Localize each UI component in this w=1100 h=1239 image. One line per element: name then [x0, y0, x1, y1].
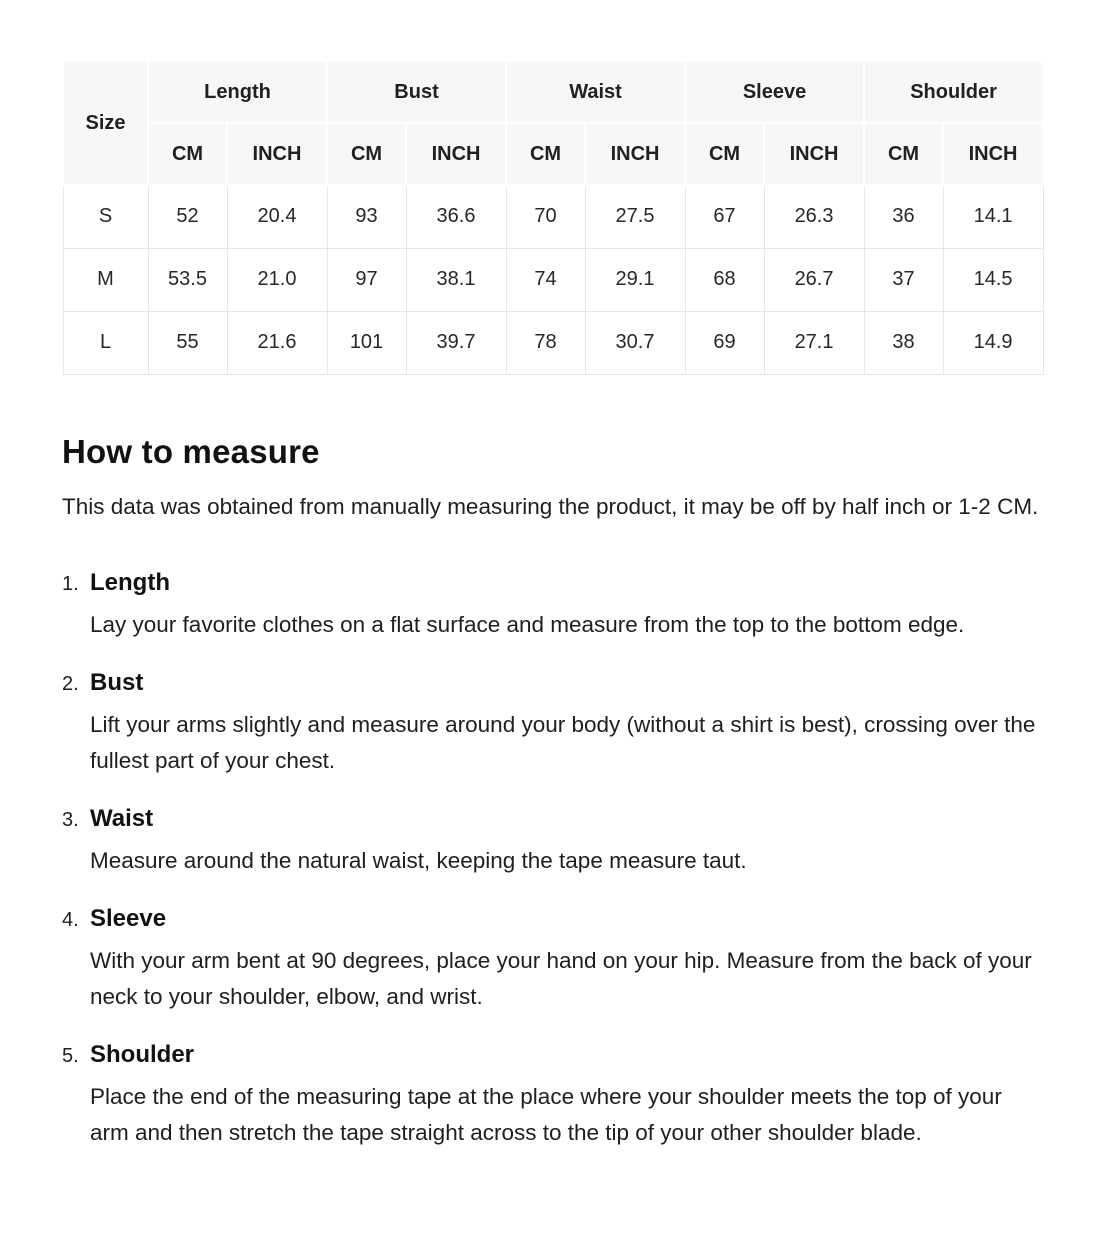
table-cell: 55 — [148, 311, 227, 374]
table-cell: 67 — [685, 185, 764, 248]
measure-step-waist — [62, 805, 1040, 879]
how-to-measure-title: How to measure — [62, 432, 320, 470]
table-cell: 101 — [327, 311, 406, 374]
step-number: 3. — [62, 808, 79, 831]
measure-step-length — [62, 569, 1040, 643]
unit-header-cm: CM — [864, 123, 943, 185]
step-description: Lift your arms slightly and measure around your body (without a shirt is best), crossing over the fullest part of your chest. — [90, 711, 1036, 773]
col-header-sleeve: Sleeve — [685, 61, 864, 123]
step-term: Length — [90, 568, 170, 596]
step-number: 5. — [62, 1044, 79, 1067]
unit-header-inch: INCH — [585, 123, 685, 185]
table-cell: 27.5 — [585, 185, 685, 248]
table-cell: 21.6 — [227, 311, 327, 374]
col-header-shoulder: Shoulder — [864, 61, 1043, 123]
table-cell: 14.9 — [943, 311, 1043, 374]
table-row-size-m — [63, 248, 1043, 311]
table-cell: 52 — [148, 185, 227, 248]
unit-header-inch: INCH — [764, 123, 864, 185]
step-header — [62, 905, 1040, 933]
table-row-size-s — [63, 185, 1043, 248]
unit-header-cm: CM — [685, 123, 764, 185]
step-description: With your arm bent at 90 degrees, place your hand on your hip. Measure from the back of your neck to your shoulder, elbow, and wrist. — [90, 947, 1032, 1009]
table-cell: 39.7 — [406, 311, 506, 374]
col-header-waist: Waist — [506, 61, 685, 123]
step-description: Place the end of the measuring tape at the place where your shoulder meets the top of your arm and then stretch the tape straight across to the tip of your other shoulder blade. — [90, 1083, 1002, 1145]
table-cell: 68 — [685, 248, 764, 311]
measure-steps-list — [62, 569, 1040, 1151]
step-header — [62, 805, 1040, 833]
step-term: Waist — [90, 804, 154, 832]
table-cell: 70 — [506, 185, 585, 248]
unit-header-cm: CM — [506, 123, 585, 185]
measure-step-shoulder — [62, 1041, 1040, 1151]
table-cell: 38.1 — [406, 248, 506, 311]
table-cell: 97 — [327, 248, 406, 311]
step-header — [62, 669, 1040, 697]
col-header-bust: Bust — [327, 61, 506, 123]
table-cell: 20.4 — [227, 185, 327, 248]
table-cell: 93 — [327, 185, 406, 248]
step-number: 1. — [62, 572, 79, 595]
step-term: Shoulder — [90, 1040, 195, 1068]
table-row-size-l — [63, 311, 1043, 374]
table-cell: 29.1 — [585, 248, 685, 311]
table-cell: 30.7 — [585, 311, 685, 374]
table-cell: 27.1 — [764, 311, 864, 374]
table-cell: 37 — [864, 248, 943, 311]
step-description: Measure around the natural waist, keeping the tape measure taut. — [90, 847, 747, 873]
table-cell: 26.7 — [764, 248, 864, 311]
unit-header-inch: INCH — [406, 123, 506, 185]
table-header-group-row — [63, 61, 1043, 123]
unit-header-inch: INCH — [943, 123, 1043, 185]
step-term: Bust — [90, 668, 144, 696]
step-description: Lay your favorite clothes on a flat surface and measure from the top to the bottom edge. — [90, 611, 965, 637]
table-cell: 14.1 — [943, 185, 1043, 248]
measure-step-bust — [62, 669, 1040, 779]
col-header-length: Length — [148, 61, 327, 123]
step-term: Sleeve — [90, 904, 167, 932]
table-cell: 69 — [685, 311, 764, 374]
table-cell: 36 — [864, 185, 943, 248]
table-cell: 14.5 — [943, 248, 1043, 311]
table-header-unit-row — [63, 123, 1043, 185]
size-cell: M — [63, 248, 148, 311]
table-cell: 38 — [864, 311, 943, 374]
table-cell: 78 — [506, 311, 585, 374]
table-cell: 36.6 — [406, 185, 506, 248]
table-cell: 53.5 — [148, 248, 227, 311]
step-number: 2. — [62, 672, 79, 695]
table-cell: 74 — [506, 248, 585, 311]
step-number: 4. — [62, 908, 79, 931]
size-cell: S — [63, 185, 148, 248]
measure-step-sleeve — [62, 905, 1040, 1015]
step-header — [62, 1041, 1040, 1069]
unit-header-cm: CM — [327, 123, 406, 185]
how-to-measure-intro: This data was obtained from manually measuring the product, it may be off by half inch or 1-2 CM. — [62, 493, 1039, 519]
size-chart-table — [62, 60, 1044, 375]
table-cell: 21.0 — [227, 248, 327, 311]
step-header — [62, 569, 1040, 597]
unit-header-inch: INCH — [227, 123, 327, 185]
col-header-size: Size — [63, 61, 148, 185]
unit-header-cm: CM — [148, 123, 227, 185]
table-cell: 26.3 — [764, 185, 864, 248]
size-cell: L — [63, 311, 148, 374]
